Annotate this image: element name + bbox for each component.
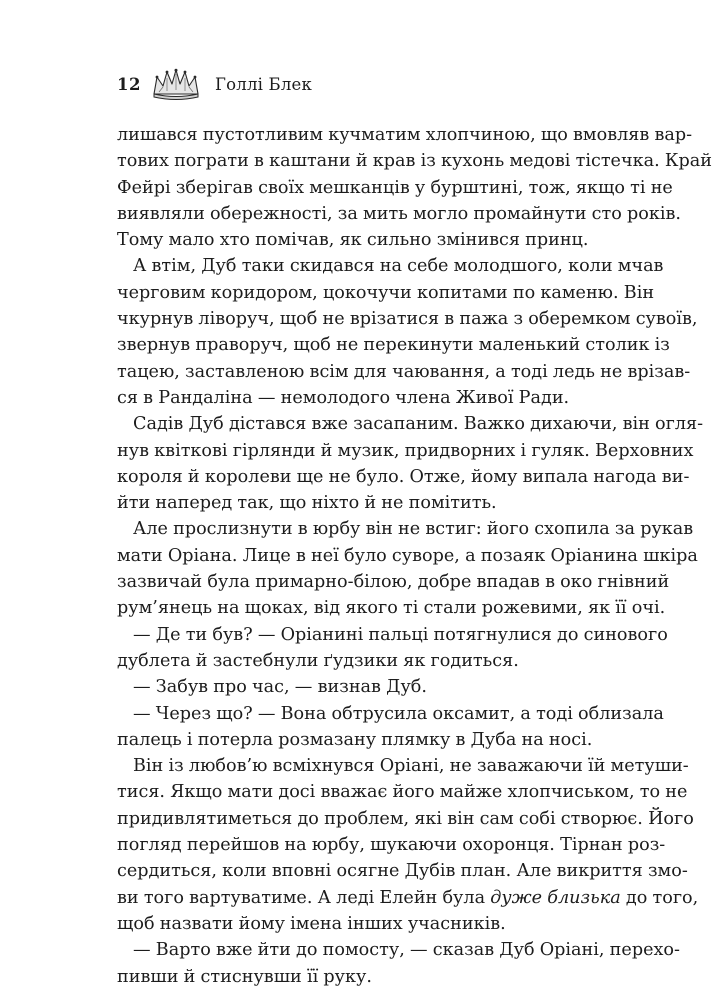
text-line: короля й королеви ще не було. Отже, йому випала нагода ви-: [117, 466, 690, 487]
text-line: черговим коридором, цокочучи копитами по каменю. Він: [117, 282, 655, 303]
text-run: ви того вартуватиме. А леді Елейн була: [117, 887, 491, 908]
text-line: зазвичай була примарно-білою, добре впадав в око гнівний: [117, 572, 670, 593]
body-text: [117, 122, 712, 990]
text-line: — Через що? — Вона обтрусила оксамит, а тоді облизала: [133, 703, 664, 724]
text-line: Він із любов’ю всміхнувся Оріані, не заважаючи їй метуши-: [133, 756, 689, 777]
text-line: чкурнув ліворуч, щоб не врізатися в пажа з оберемком сувоїв,: [117, 309, 698, 330]
text-line: виявляли обережності, за мить могло промайнути сто років.: [117, 203, 681, 224]
text-line: Але прослизнути в юрбу він не встиг: його схопила за рукав: [133, 519, 694, 540]
text-line: мати Оріана. Лице в неї було суворе, а позаяк Оріанина шкіра: [117, 545, 698, 566]
text-line: пивши й стиснувши її руку.: [117, 966, 372, 987]
text-line: ся в Рандаліна — немолодого члена Живої Ради.: [117, 387, 570, 408]
text-line: тових пограти в каштани й крав із кухонь медові тістечка. Край: [117, 151, 712, 172]
emphasis-run: дуже близька: [490, 887, 621, 908]
text-line: тацею, заставленою всім для чаювання, а тоді ледь не врізав-: [117, 361, 691, 382]
text-line: тися. Якщо мати досі вважає його майже хлопчиськом, то не: [117, 782, 688, 803]
text-line: [117, 885, 699, 911]
text-run: до того,: [620, 887, 699, 908]
text-line: щоб назвати йому імена інших учасників.: [117, 913, 506, 934]
text-line: рум’янець на щоках, від якого ті стали рожевими, як її очі.: [117, 598, 666, 619]
text-line: лишався пустотливим кучматим хлопчиною, що вмовляв вар-: [117, 125, 693, 145]
running-header: [117, 64, 617, 104]
text-line: — Варто вже йти до помосту, — сказав Дуб Оріані, перехо-: [133, 940, 680, 961]
text-line: йти наперед так, що ніхто й не помітить.: [117, 493, 497, 514]
text-line: — Забув про час, — визнав Дуб.: [133, 677, 427, 698]
text-line: нув квіткові гірлянди й музик, придворних і гуляк. Верховних: [117, 440, 694, 461]
text-line: придивлятиметься до проблем, які він сам собі створює. Його: [117, 808, 694, 829]
text-line: А втім, Дуб таки скидався на себе молодшого, коли мчав: [133, 256, 664, 277]
text-line: сердиться, коли вповні осягне Дубів план. Але викриття змо-: [117, 861, 688, 882]
text-line: Фейрі зберігав своїх мешканців у бурштині, тож, якщо ті не: [117, 177, 673, 198]
crown-icon: [151, 68, 201, 100]
text-line: Тому мало хто помічав, як сильно змінився принц.: [117, 230, 589, 251]
text-line: — Де ти був? — Оріанині пальці потягнулися до синового: [133, 624, 668, 645]
book-author: Голлі Блек: [215, 74, 313, 94]
text-line: палець і потерла розмазану плямку в Дуба на носі.: [117, 729, 593, 750]
page-number: 12: [117, 74, 141, 94]
text-line: звернув праворуч, щоб не перекинути маленький столик із: [117, 335, 670, 356]
text-line: дублета й застебнули ґудзики як годиться.: [117, 650, 519, 671]
text-line: погляд перейшов на юрбу, шукаючи охоронця. Тірнан роз-: [117, 835, 666, 856]
text-line: Садів Дуб дістався вже засапаним. Важко дихаючи, він огля-: [133, 414, 704, 435]
